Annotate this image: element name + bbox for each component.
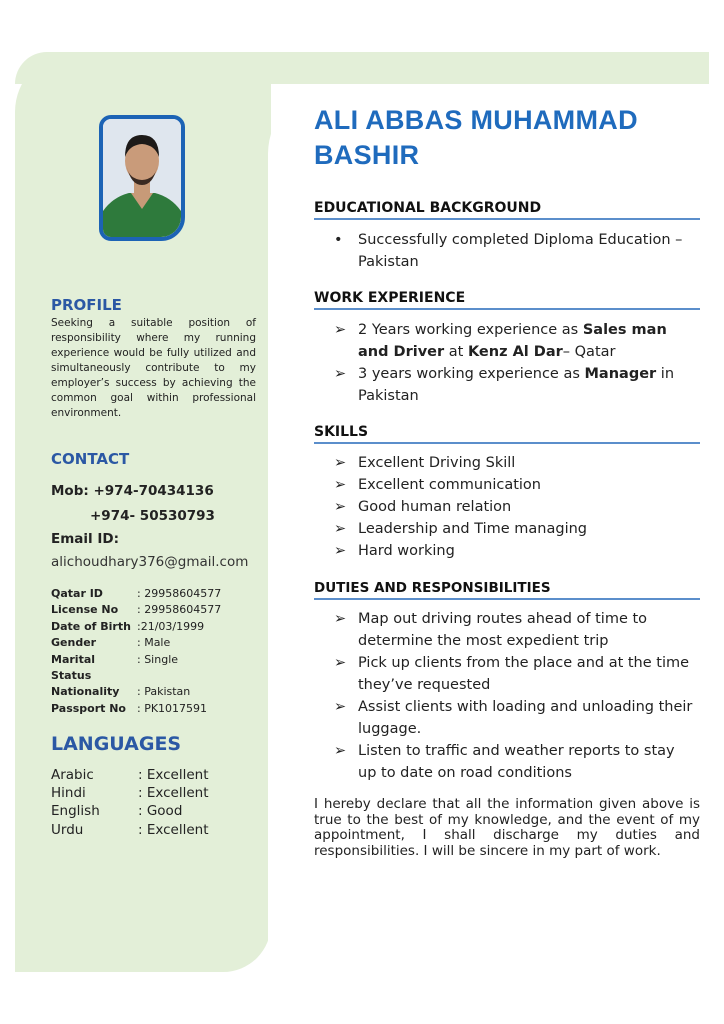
work-text: 3 years working experience as (358, 366, 585, 382)
language-row (51, 802, 209, 820)
contact-heading: CONTACT (51, 450, 130, 468)
list-item (334, 474, 694, 496)
skill-item: Excellent communication (358, 477, 541, 493)
list-item (334, 518, 694, 540)
arrowhead-bullet-icon: ➢ (334, 366, 347, 382)
language-name: Hindi (51, 785, 86, 802)
detail-row (51, 701, 221, 717)
detail-label: Qatar ID (51, 587, 103, 600)
skills-list (334, 452, 694, 562)
list-item (334, 740, 694, 784)
skill-item: Excellent Driving Skill (358, 455, 516, 471)
candidate-name: ALI ABBAS MUHAMMAD BASHIR (314, 105, 638, 170)
arrow-bullet-icon: ➢ (334, 543, 347, 559)
language-row (51, 766, 209, 784)
email-address: alichoudhary376@gmail.com (51, 554, 249, 570)
language-level: : Good (138, 803, 183, 820)
list-item (334, 452, 694, 474)
skill-item: Leadership and Time managing (358, 521, 587, 537)
job-title: Sales man and Driver (358, 322, 667, 360)
language-name: Urdu (51, 821, 84, 838)
arrow-bullet-icon: ➢ (334, 521, 347, 537)
education-item: Successfully completed Diploma Education – Pakistan (358, 232, 683, 270)
mobile-number-2: +974- 50530793 (90, 508, 215, 524)
skill-item: Hard working (358, 543, 455, 559)
duty-item: Listen to traffic and weather reports to stay up to date on road conditions (358, 743, 675, 781)
list-item (334, 363, 694, 407)
arrow-bullet-icon: ➢ (334, 655, 347, 671)
bullet-icon: • (334, 232, 343, 248)
detail-label: Nationality (51, 685, 120, 699)
work-text: at (444, 344, 468, 360)
mobile-number-1: Mob: +974-70434136 (51, 483, 214, 499)
email-label: Email ID: (51, 531, 119, 547)
detail-value: : 29958604577 (137, 587, 222, 600)
person-photo-icon (103, 119, 181, 237)
education-heading: EDUCATIONAL BACKGROUND (314, 200, 700, 220)
detail-row (51, 619, 221, 635)
skills-heading: SKILLS (314, 424, 700, 444)
education-list (334, 229, 694, 273)
work-location: in Pakistan (358, 366, 675, 404)
profile-heading: PROFILE (51, 296, 122, 314)
list-item (334, 229, 694, 273)
duty-item: Pick up clients from the place and at the time they’ve requested (358, 655, 690, 693)
detail-label: Marital Status (51, 652, 96, 683)
language-row (51, 784, 209, 802)
languages-heading: LANGUAGES (51, 733, 182, 755)
detail-row (51, 684, 221, 700)
list-item (334, 608, 694, 652)
arrow-bullet-icon: ➢ (334, 477, 347, 493)
detail-value: : Single (137, 652, 179, 666)
arrow-bullet-icon: ➢ (334, 699, 347, 715)
work-text: 2 Years working experience as (358, 322, 583, 338)
detail-row (51, 652, 221, 685)
list-item (334, 652, 694, 696)
work-location: – Qatar (562, 344, 616, 360)
list-item (334, 540, 694, 562)
language-level: : Excellent (138, 767, 209, 783)
detail-label: License No (51, 603, 119, 617)
detail-value: : Male (137, 636, 171, 650)
profile-photo (99, 115, 185, 241)
detail-row (51, 586, 221, 602)
language-name: Arabic (51, 767, 94, 783)
detail-label: Date of Birth (51, 619, 131, 633)
arrowhead-bullet-icon: ➢ (334, 322, 347, 338)
job-title: Manager (584, 366, 657, 382)
detail-row (51, 635, 221, 651)
personal-details (51, 586, 221, 717)
declaration-text: I hereby declare that all the information given above is true to the best of my knowledge, and the event of my appointment, I shall discharge my duties and responsibilities. I will be sincere in my part of work. (314, 796, 700, 859)
detail-value: : PK1017591 (137, 701, 208, 715)
arrow-bullet-icon: ➢ (334, 455, 347, 471)
company-name: Kenz Al Dar (467, 344, 563, 360)
detail-value: :21/03/1999 (137, 619, 205, 633)
languages-list (51, 766, 209, 839)
language-level: : Excellent (138, 785, 209, 802)
skill-item: Good human relation (358, 499, 512, 515)
language-row (51, 821, 209, 839)
duty-item: Map out driving routes ahead of time to determine the most expedient trip (358, 611, 648, 649)
detail-label: Passport No (51, 701, 126, 715)
work-experience-list (334, 319, 694, 407)
duties-heading: DUTIES AND RESPONSIBILITIES (314, 580, 700, 600)
arrow-bullet-icon: ➢ (334, 611, 347, 627)
detail-label: Gender (51, 636, 97, 650)
list-item (334, 496, 694, 518)
duty-item: Assist clients with loading and unloading their luggage. (358, 699, 693, 737)
detail-value: : 29958604577 (137, 603, 222, 617)
detail-row (51, 602, 221, 618)
list-item (334, 319, 694, 363)
detail-value: : Pakistan (137, 685, 191, 699)
arrow-bullet-icon: ➢ (334, 499, 347, 515)
arrow-bullet-icon: ➢ (334, 743, 347, 759)
language-level: : Excellent (138, 821, 209, 838)
language-name: English (51, 803, 100, 820)
list-item (334, 696, 694, 740)
duties-list (334, 608, 694, 784)
profile-text: Seeking a suitable position of responsibility where my running experience would be fully utilized and simultaneously contribute to my employer’s success by achieving the common goal within professional environment. (51, 317, 256, 419)
work-experience-heading: WORK EXPERIENCE (314, 290, 700, 310)
